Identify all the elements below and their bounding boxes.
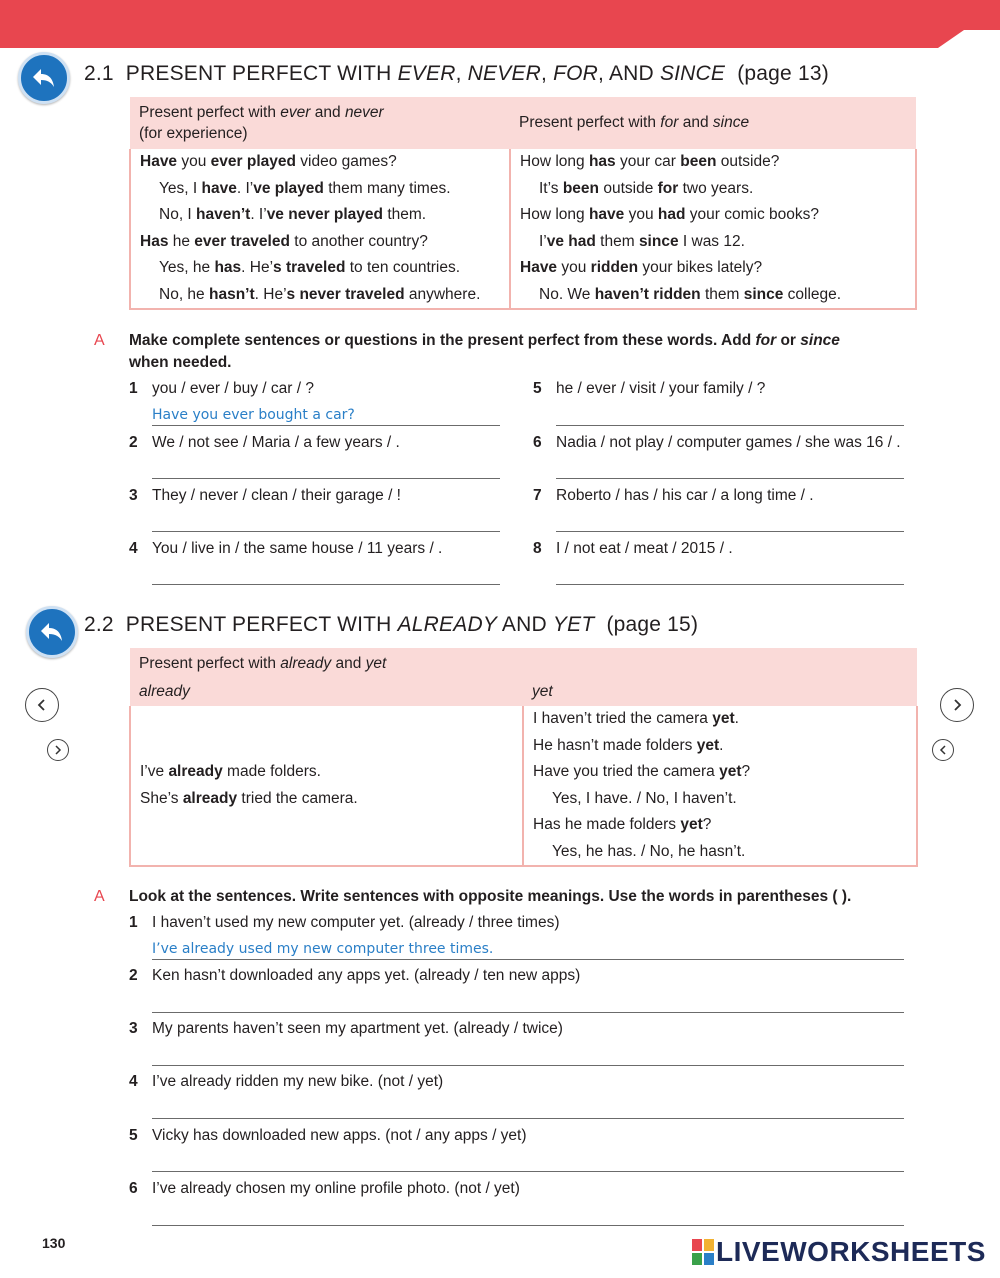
table-row: Yes, I have. / No, I haven’t.: [552, 789, 737, 807]
answer-field[interactable]: Have you ever bought a car?: [152, 407, 355, 423]
exercise-item: 3: [129, 1020, 138, 1037]
chevron-right-icon: [951, 698, 963, 712]
exercise-prompt: you / ever / buy / car / ?: [152, 380, 314, 397]
table-row: Yes, he has. He’s traveled to ten countries.: [159, 259, 461, 276]
banner-notch-fill: [964, 30, 1000, 48]
exercise-prompt: Ken hasn’t downloaded any apps yet. (already / ten new apps): [152, 967, 581, 984]
table-row: Has he ever traveled to another country?: [140, 232, 428, 250]
exercise-letter: A: [94, 332, 105, 349]
answer-field[interactable]: [152, 1118, 904, 1119]
exercise-prompt: I’ve already chosen my online profile photo. (not / yet): [152, 1180, 520, 1197]
table-header-left: Present perfect with ever and never (for experience): [130, 97, 510, 149]
chevron-right-icon: [54, 745, 62, 755]
answer-field[interactable]: [152, 1065, 904, 1066]
table-cell-left: [130, 149, 510, 309]
section-2-2-title: 2.2 PRESENT PERFECT WITH ALREADY AND YET (page 15): [84, 613, 699, 636]
section-number: 2.1: [84, 62, 114, 85]
page-number: 130: [42, 1235, 66, 1251]
column-header-yet: yet: [523, 678, 917, 706]
table-row: I’ve already made folders.: [140, 763, 321, 780]
exercise-letter: A: [94, 888, 105, 905]
exercise-prompt: I / not eat / meat / 2015 / .: [556, 540, 733, 557]
next-small-button[interactable]: [47, 739, 69, 761]
table-row: It’s been outside for two years.: [539, 179, 754, 197]
exercise-prompt: I’ve already ridden my new bike. (not / yet): [152, 1073, 444, 1090]
previous-small-button[interactable]: [932, 739, 954, 761]
exercise-item: 1: [129, 380, 138, 397]
exercise-item: 8: [533, 540, 542, 557]
exercise-prompt: he / ever / visit / your family / ?: [556, 380, 766, 397]
exercise-item: 7: [533, 487, 542, 504]
table-header: Present perfect with already and yet: [130, 648, 917, 678]
table-row: Have you tried the camera yet?: [533, 763, 751, 780]
banner-notch: [938, 30, 964, 48]
table-row: I’ve had them since I was 12.: [539, 232, 745, 250]
exercise-item: 4: [129, 1073, 138, 1090]
answer-field[interactable]: [556, 584, 904, 585]
top-banner: [0, 0, 1000, 48]
exercise-prompt: My parents haven’t seen my apartment yet. (already / twice): [152, 1020, 563, 1037]
grammar-table-already-yet: [129, 648, 918, 867]
previous-page-button[interactable]: [25, 688, 59, 722]
table-row: No, he hasn’t. He’s never traveled anywhere.: [159, 285, 481, 303]
answer-field[interactable]: [556, 478, 904, 479]
exercise-prompt: You / live in / the same house / 11 years / .: [152, 540, 443, 557]
table-row: I haven’t tried the camera yet.: [533, 710, 739, 727]
table-row: How long have you had your comic books?: [520, 206, 819, 223]
answer-line: [152, 425, 500, 426]
table-row: Have you ridden your bikes lately?: [520, 259, 763, 276]
table-cell-right: [523, 706, 917, 866]
exercise-prompt: Roberto / has / his car / a long time / .: [556, 487, 814, 504]
back-arrow-icon: [39, 621, 65, 643]
page-reference: (page 15): [606, 613, 699, 636]
exercise-item: 1: [129, 914, 138, 931]
page-reference: (page 13): [737, 62, 829, 85]
exercise-item: 4: [129, 540, 138, 557]
exercise-item: 3: [129, 487, 138, 504]
exercise-instruction: Look at the sentences. Write sentences with opposite meanings. Use the words in parentheses ( ).: [129, 888, 852, 905]
chevron-left-icon: [939, 745, 947, 755]
exercise-instruction: Make complete sentences or questions in the present perfect from these words. Add for or since when needed.: [129, 332, 840, 371]
exercise-item: 5: [129, 1127, 138, 1144]
exercise-item: 5: [533, 380, 542, 397]
exercise-item: 6: [129, 1180, 138, 1197]
section-number: 2.2: [84, 613, 114, 636]
section-2-1-title: 2.1 PRESENT PERFECT WITH EVER, NEVER, FOR, AND SINCE (page 13): [84, 62, 829, 85]
answer-field[interactable]: [556, 531, 904, 532]
table-row: How long has your car been outside?: [520, 153, 780, 170]
table-row: She’s already tried the camera.: [140, 789, 358, 807]
answer-field[interactable]: [152, 1225, 904, 1226]
table-row: Have you ever played video games?: [140, 153, 397, 170]
exercise-prompt: Nadia / not play / computer games / she was 16 / .: [556, 434, 901, 451]
answer-field[interactable]: I’ve already used my new computer three times.: [152, 941, 494, 957]
exercise-item: 2: [129, 434, 138, 451]
answer-field[interactable]: [152, 531, 500, 532]
exercise-prompt: Vicky has downloaded new apps. (not / any apps / yet): [152, 1127, 527, 1144]
next-page-button[interactable]: [940, 688, 974, 722]
back-arrow-icon: [31, 67, 57, 89]
table-row: Yes, I have. I’ve played them many times.: [159, 179, 451, 197]
brand-wordmark[interactable]: LIVEWORKSHEETS: [716, 1236, 986, 1267]
exercise-prompt: I haven’t used my new computer yet. (already / three times): [152, 914, 560, 931]
liveworksheets-logo-icon: [692, 1239, 714, 1265]
answer-field[interactable]: [152, 478, 500, 479]
chevron-left-icon: [36, 698, 48, 712]
table-row: Has he made folders yet?: [533, 816, 712, 833]
column-header-already: already: [130, 678, 523, 706]
exercise-prompt: They / never / clean / their garage / !: [152, 487, 401, 504]
back-arrow-button[interactable]: [18, 52, 70, 104]
table-row: No, I haven’t. I’ve never played them.: [159, 206, 427, 223]
back-arrow-button[interactable]: [26, 606, 78, 658]
table-row: No. We haven’t ridden them since college.: [539, 285, 842, 303]
answer-field[interactable]: [152, 1012, 904, 1013]
table-cell-left: [130, 706, 523, 866]
table-cell-right: [510, 149, 916, 309]
exercise-item: 2: [129, 967, 138, 984]
exercise-item: 6: [533, 434, 542, 451]
answer-line: [152, 959, 904, 960]
exercise-prompt: We / not see / Maria / a few years / .: [152, 434, 400, 451]
answer-field[interactable]: [152, 584, 500, 585]
grammar-table-ever-never-for-since: [129, 97, 917, 310]
answer-field[interactable]: [152, 1171, 904, 1172]
answer-field[interactable]: [556, 425, 904, 426]
table-row: He hasn’t made folders yet.: [533, 736, 724, 754]
table-header-right: Present perfect with for and since: [510, 97, 916, 149]
table-row: Yes, he has. / No, he hasn’t.: [552, 842, 746, 860]
